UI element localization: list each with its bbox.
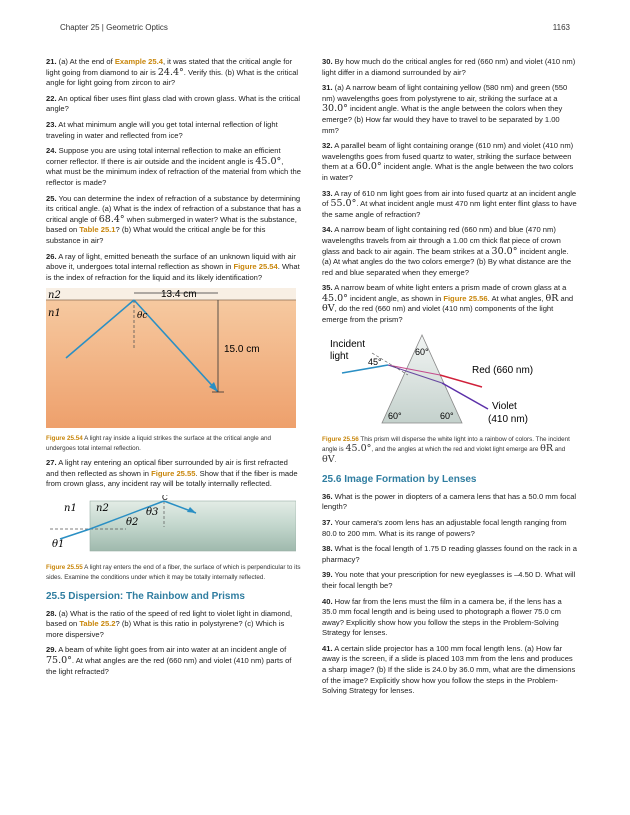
figure-25-55 (46, 495, 296, 557)
table-link[interactable]: Table 25.1 (79, 225, 116, 235)
left-column (46, 57, 301, 682)
label-n1: n1 (48, 308, 61, 320)
caption-25-56: Figure 25.56 This prism will disperse the white light into a rainbow of colors. The incident angle is 45.0°, and the angles at which the red and violet light emerge are θR and θV. (322, 435, 570, 465)
figure-link[interactable]: Figure 25.55 (151, 468, 196, 478)
problem-36: 36. What is the power in diopters of a camera lens that has a 50.0 mm focal length? (322, 491, 577, 512)
problem-38: 38. What is the focal length of 1.75 D reading glasses found on the rack in a pharmacy? (322, 544, 577, 564)
label-13-4cm: 13.4 cm (161, 289, 197, 301)
caption-25-54: Figure 25.54 A light ray inside a liquid strikes the surface at the critical angle and undergoes total internal reflection. (46, 435, 272, 452)
figure-25-56 (322, 331, 572, 429)
problem-30: 30. By how much do the critical angles for red (660 nm) and violet (410 nm) light differ in a diamond surrounded by air? (322, 57, 576, 77)
label-theta2: θ2 (126, 517, 139, 529)
problem-31: 31. (a) A narrow beam of light containing yellow (580 nm) and green (550 nm) wavelengths goes from polystyrene to air, striking the surface at a 30.0° incident angle. What is the angle between the colors when they emerge? (b) How far would they have to travel to be separated by 1.00 mm? (322, 83, 568, 135)
table-link[interactable]: Table 25.2 (79, 619, 116, 629)
figure-25-54 (46, 288, 296, 428)
problem-34: 34. A narrow beam of light containing red (660 nm) and blue (470 nm) wavelengths travels from air through a 1.00 cm thick flat piece of crown glass and back to air again. The beam strikes at a 30.0° incident angle. (a) At what angles do the two colors emerge? (b) By what distance are the red and blue separated when they emerge? (322, 225, 572, 277)
problem-40: 40. How far from the lens must the film in a camera be, if the lens has a 35.0 mm focal length and is being used to photograph a flower 75.0 cm away? Explicitly show how you follow the steps in the Problem-Solving Strategy for lenses. (322, 596, 562, 638)
label-45deg: 45° (368, 356, 382, 367)
page-number: 1163 (552, 23, 570, 32)
problem-28: 28. (a) What is the ratio of the speed of red light to violet light in diamond, based on Table 25.2? (b) What is this ratio in polystyrene? (c) Which is more dispersive? (46, 608, 293, 639)
problem-41: 41. A certain slide projector has a 100 mm focal length lens. (a) How far away is the screen, if a slide is placed 103 mm from the lens and produces a sharp image? (b) If the slide is 24.0 by 36.0 mm, what are the dimensions of the image? Explicitly show how you follow the steps in the Problem-Solving Strategy for lenses. (322, 643, 576, 696)
label-violet: Violet (492, 400, 517, 412)
problem-29: 29. A beam of white light goes from air into water at an incident angle of 75.0°. At what angles are the red (660 nm) and violet (410 nm) parts of the light refracted? (46, 645, 292, 676)
label-n1: n1 (64, 503, 77, 515)
label-light: light (330, 350, 349, 362)
problem-23: 23. At what minimum angle will you get total internal reflection of light traveling in water and reflected from ice? (46, 119, 278, 140)
right-column (322, 57, 577, 702)
problem-26: 26. A ray of light, emitted beneath the surface of an unknown liquid with air above it, undergoes total internal reflection as shown in Figure 25.54. What is the index of refraction for the liquid and its likely identification? (46, 251, 300, 282)
label-60deg-top: 60° (415, 346, 429, 357)
label-incident: Incident (330, 338, 366, 350)
problem-24: 24. Suppose you are using total internal reflection to make an efficient corner reflector. If there is air outside and the incident angle is 45.0°, what must be the minimum index of refraction of the material from which the reflector is made? (46, 146, 301, 187)
problem-22: 22. An optical fiber uses flint glass clad with crown glass. What is the critical angle? (46, 93, 301, 114)
problem-32: 32. A parallel beam of light containing orange (610 nm) and violet (410 nm) wavelengths goes from fused quartz to water, striking the surface between them at a 60.0° incident angle. What is the angle between the two colors in water? (322, 141, 574, 182)
problem-21: 21. (a) At the end of Example 25.4, it was stated that the critical angle for light going from diamond to air is 24.4°. Verify this. (b) What is the critical angle for light going from zircon to air? (46, 57, 299, 88)
figure-link[interactable]: Figure 25.56 (443, 293, 488, 303)
label-n2: n2 (96, 503, 109, 515)
label-c: C (162, 495, 168, 503)
fiber-body (90, 501, 296, 551)
problem-39: 39. You note that your prescription for new eyeglasses is –4.50 D. What will their focal length be? (322, 570, 576, 590)
label-n2: n2 (48, 290, 61, 302)
label-60deg-left: 60° (388, 410, 402, 421)
incident-ray (60, 529, 90, 539)
label-theta1: θ1 (52, 539, 65, 551)
label-15cm: 15.0 cm (224, 344, 260, 356)
label-red: Red (660 nm) (472, 364, 534, 376)
problem-27: 27. A light ray entering an optical fiber surrounded by air is first refracted and then reflected as shown in Figure 25.55. Show that if the fiber is made from crown glass, any incident ray will be totally internally reflected. (46, 458, 298, 489)
label-60deg-right: 60° (440, 410, 454, 421)
problem-35: 35. A narrow beam of white light enters a prism made of crown glass at a 45.0° incident angle, as shown in Figure 25.56. At what angles, θR and θV, do the red (660 nm) and violet (410 nm) components of the light emerge from the prism? (322, 283, 574, 325)
liquid-region (46, 300, 296, 428)
example-link[interactable]: Example 25.4 (114, 57, 163, 66)
label-theta-c: θc (137, 311, 148, 322)
caption-25-55: Figure 25.55 A light ray enters the end of a fiber, the surface of which is perpendicular to its sides. Examine the conditions under which it may be totally internally reflected. (46, 564, 301, 581)
label-violet-nm: (410 nm) (488, 413, 529, 425)
problem-37: 37. Your camera's zoom lens has an adjustable focal length ranging from 80.0 to 200 mm. What is its range of powers? (322, 517, 567, 538)
chapter-header: Chapter 25 | Geometric Optics (60, 23, 168, 32)
figure-link[interactable]: Figure 25.54 (233, 262, 278, 272)
section-heading-25-5: 25.5 Dispersion: The Rainbow and Prisms (46, 591, 245, 603)
label-theta3: θ3 (146, 507, 159, 519)
section-heading-25-6: 25.6 Image Formation by Lenses (322, 474, 477, 486)
problem-33: 33. A ray of 610 nm light goes from air into fused quartz at an incident angle of 55.0°. At what incident angle must 470 nm light enter flint glass to have the same angle of refraction? (322, 188, 577, 219)
problem-25: 25. You can determine the index of refraction of a substance by determining its critical angle. (a) What is the index of refraction of a substance that has a critical angle of 68.4° when submerged in water? What is the substance, based on Table 25.1? (b) What would the critical angle be for this substance in air? (46, 193, 301, 245)
